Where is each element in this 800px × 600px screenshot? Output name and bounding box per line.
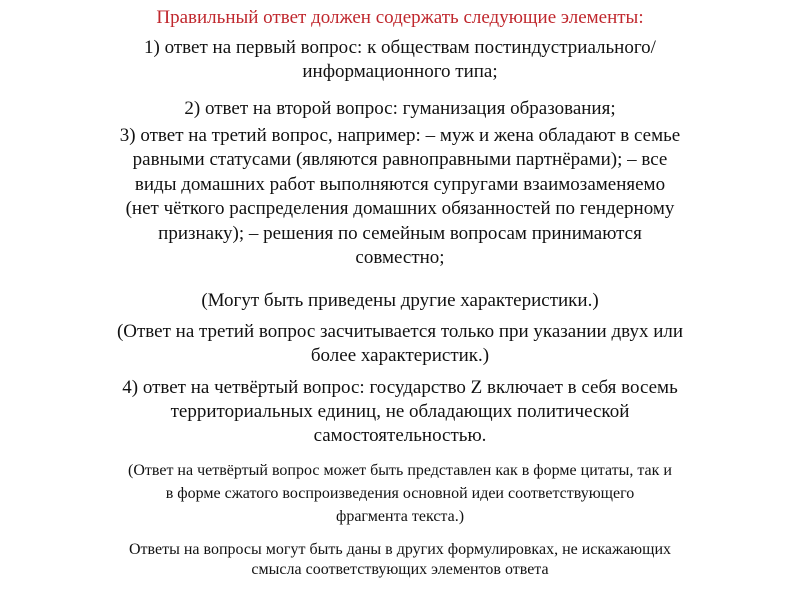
note-3b-line-2: более характеристик.): [310, 345, 490, 366]
note-3-other-characteristics: [20, 289, 780, 313]
answer-1-line-1: 1) ответ на первый вопрос: к обществам постиндустриального/: [144, 37, 656, 58]
note-4-line-3: фрагмента текста.): [335, 508, 465, 525]
note-4-line-2: в форме сжатого воспроизведения основной идеи соответствующего: [165, 485, 635, 502]
answer-3: [20, 124, 780, 270]
answer-2-line-1: 2) ответ на второй вопрос: гуманизация образования;: [184, 98, 616, 119]
heading-text: Правильный ответ должен содержать следующие элементы:: [156, 7, 644, 28]
answer-3-line-2: равными статусами (являются равноправными партнёрами); – все: [132, 149, 668, 171]
footer-note: [20, 540, 780, 580]
footer-line-1: Ответы на вопросы могут быть даны в других формулировках, не искажающих: [128, 541, 672, 558]
note-3b-line-1: (Ответ на третий вопрос засчитывается только при указании двух или: [116, 321, 684, 342]
answer-4-line-2: территориальных единиц, не обладающих политической: [170, 401, 630, 423]
note-4-line-1: (Ответ на четвёртый вопрос может быть представлен как в форме цитаты, так и: [128, 462, 672, 479]
answer-1: [20, 36, 780, 84]
answer-3-line-6: совместно;: [355, 247, 445, 269]
answer-4: [20, 376, 780, 449]
answer-4-line-1: 4) ответ на четвёртый вопрос: государство Z включает в себя восемь: [122, 377, 678, 398]
slide-heading: [20, 6, 780, 29]
answer-1-line-2: информационного типа;: [302, 61, 498, 82]
answer-2: [20, 97, 780, 121]
note-4-format: [20, 459, 780, 528]
answer-3-line-3: виды домашних работ выполняются супругами взаимозаменяемо: [134, 173, 666, 195]
answer-3-line-1: 3) ответ на третий вопрос, например: – муж и жена обладают в семье: [119, 125, 681, 146]
answer-3-line-5: признаку); – решения по семейным вопросам принимаются: [158, 222, 642, 244]
note-3-scoring-condition: [20, 320, 780, 368]
footer-line-2: смысла соответствующих элементов ответа: [251, 561, 549, 578]
answer-3-line-4: (нет чёткого распределения домашних обязанностей по гендерному: [125, 198, 675, 220]
note-3a-line-1: (Могут быть приведены другие характеристики.): [201, 290, 599, 311]
answer-4-line-3: самостоятельностью.: [313, 425, 487, 447]
